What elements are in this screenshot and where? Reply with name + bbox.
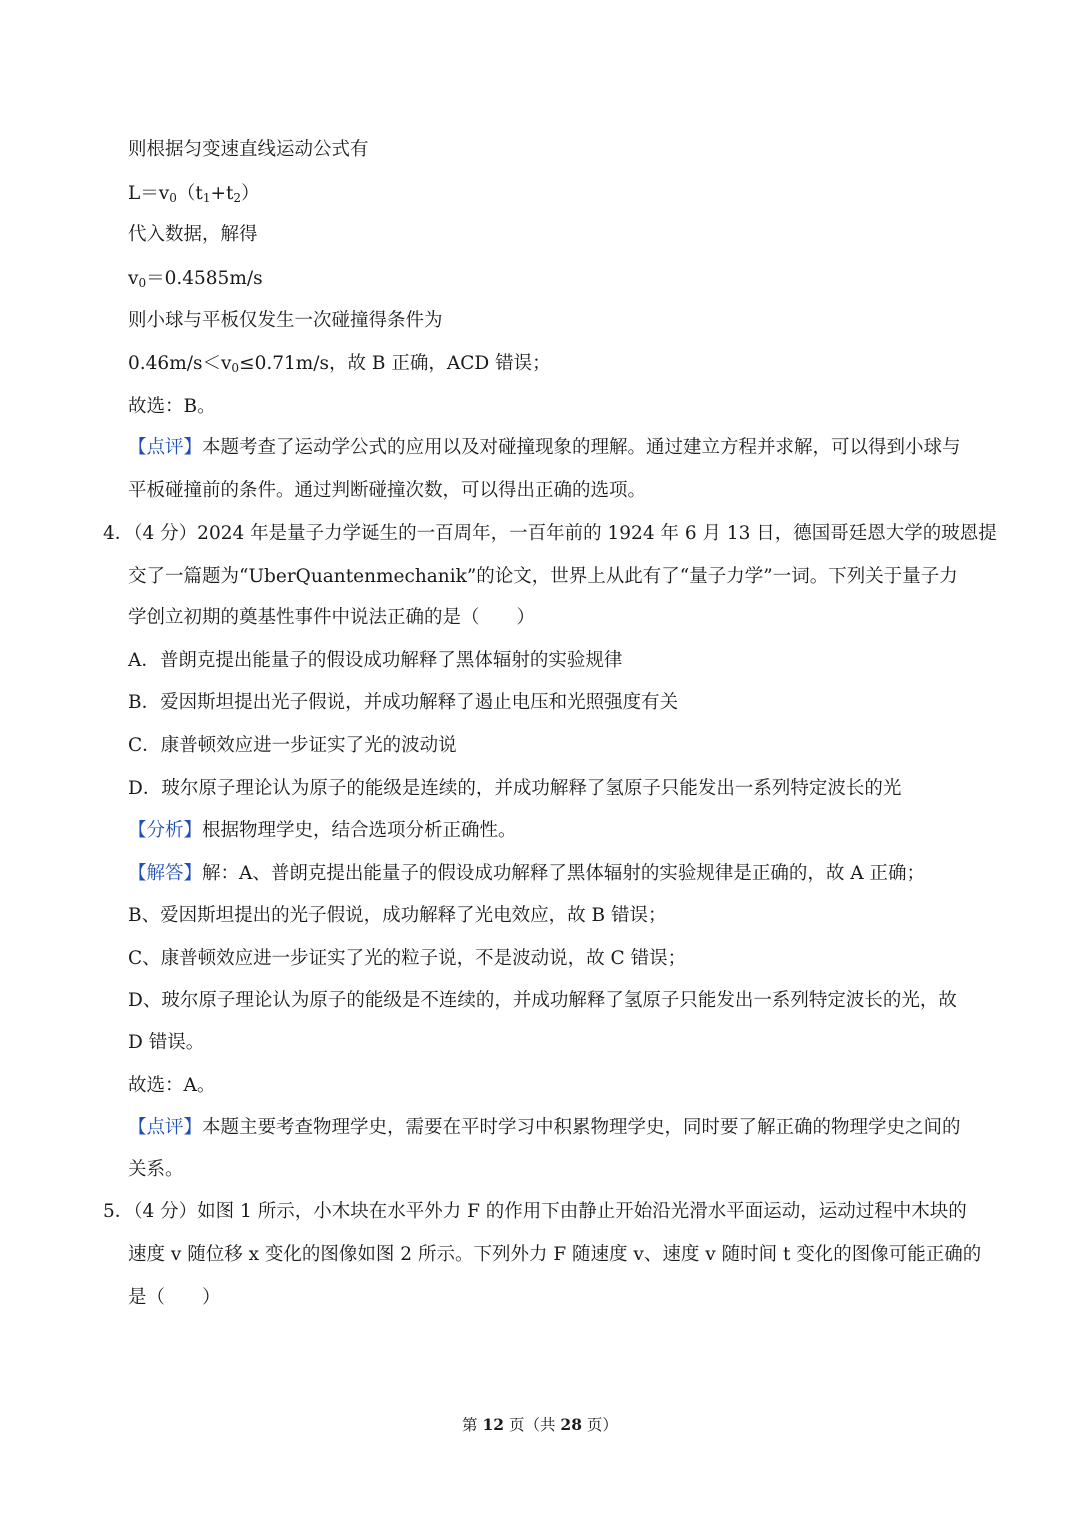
solution-line-formula-intro: 则根据匀变速直线运动公式有 [128, 139, 369, 160]
question-4-stem-line3: 学创立初期的奠基性事件中说法正确的是（ ） [128, 607, 536, 628]
question-4-answer-line5: D 错误。 [128, 1032, 205, 1053]
page-number: 12 [482, 1415, 505, 1434]
comment-tag: 【点评】 [128, 437, 203, 458]
page-total: 28 [560, 1415, 582, 1434]
question-4-option-b: B．爱因斯坦提出光子假说，并成功解释了遏止电压和光照强度有关 [128, 692, 679, 713]
question-4-option-d: D．玻尔原子理论认为原子的能级是连续的，并成功解释了氢原子只能发出一系列特定波长的光 [128, 778, 902, 799]
question-4-option-a: A．普朗克提出能量子的假设成功解释了黑体辐射的实验规律 [128, 650, 623, 671]
question-4-stem-line1: 4．（4 分）2024 年是量子力学诞生的一百周年，一百年前的 1924 年 6 月 13 日，德国哥廷恩大学的玻恩提 [103, 523, 997, 544]
solution-line-equation-L: $L=v_0(t_1+t_2)$ [128, 183, 260, 205]
question-4-answer-line2: B、爱因斯坦提出的光子假说，成功解释了光电效应，故 B 错误； [128, 905, 667, 926]
page-footer: 第 12 页（共 28 页） [462, 1415, 618, 1434]
question-4-answer-line4: D、玻尔原子理论认为原子的能级是不连续的，并成功解释了氢原子只能发出一系列特定波长的光，故 [128, 990, 957, 1011]
question-4-stem-line2: 交了一篇题为“UberQuantenmechanik”的论文，世界上从此有了“量子力学”一词。下列关于量子力 [128, 566, 958, 587]
comment-prev-line1: 【点评】本题考查了运动学公式的应用以及对碰撞现象的理解。通过建立方程并求解，可以得到小球与 [128, 437, 961, 458]
solution-line-condition: 则小球与平板仅发生一次碰撞得条件为 [128, 310, 443, 331]
solution-line-range: $0.46m/s<v_0\le 0.71m/s$，故 B 正确，ACD 错误； [128, 353, 551, 375]
question-5-stem-line2: 速度 v 随位移 x 变化的图像如图 2 所示。下列外力 F 随速度 v、速度 v 随时间 t 变化的图像可能正确的 [128, 1244, 982, 1265]
question-4-answer-line1: 【解答】解：A、普朗克提出能量子的假设成功解释了黑体辐射的实验规律是正确的，故 A 正确； [128, 863, 926, 884]
comment-tag: 【点评】 [128, 1117, 203, 1138]
solution-line-v0-value: $v_0=0.4585m/s$ [128, 268, 263, 290]
question-4-comment-line1: 【点评】本题主要考查物理学史，需要在平时学习中积累物理学史，同时要了解正确的物理学史之间的 [128, 1117, 961, 1138]
analysis-tag: 【分析】 [128, 820, 203, 841]
comment-prev-line2: 平板碰撞前的条件。通过判断碰撞次数，可以得出正确的选项。 [128, 480, 647, 501]
answer-tag: 【解答】 [128, 863, 203, 884]
solution-line-substitute: 代入数据，解得 [128, 224, 258, 245]
question-5-stem-line1: 5．（4 分）如图 1 所示，小木块在水平外力 F 的作用下由静止开始沿光滑水平面运动，运动过程中木块的 [103, 1201, 967, 1222]
solution-line-choice: 故选：B。 [128, 396, 216, 417]
question-4-answer-choice: 故选：A。 [128, 1075, 216, 1096]
question-4-analysis: 【分析】根据物理学史，结合选项分析正确性。 [128, 820, 517, 841]
question-4-answer-line3: C、康普顿效应进一步证实了光的粒子说，不是波动说，故 C 错误； [128, 948, 687, 969]
question-4-option-c: C．康普顿效应进一步证实了光的波动说 [128, 735, 457, 756]
question-5-stem-line3: 是（ ） [128, 1287, 221, 1308]
question-4-comment-line2: 关系。 [128, 1159, 184, 1180]
